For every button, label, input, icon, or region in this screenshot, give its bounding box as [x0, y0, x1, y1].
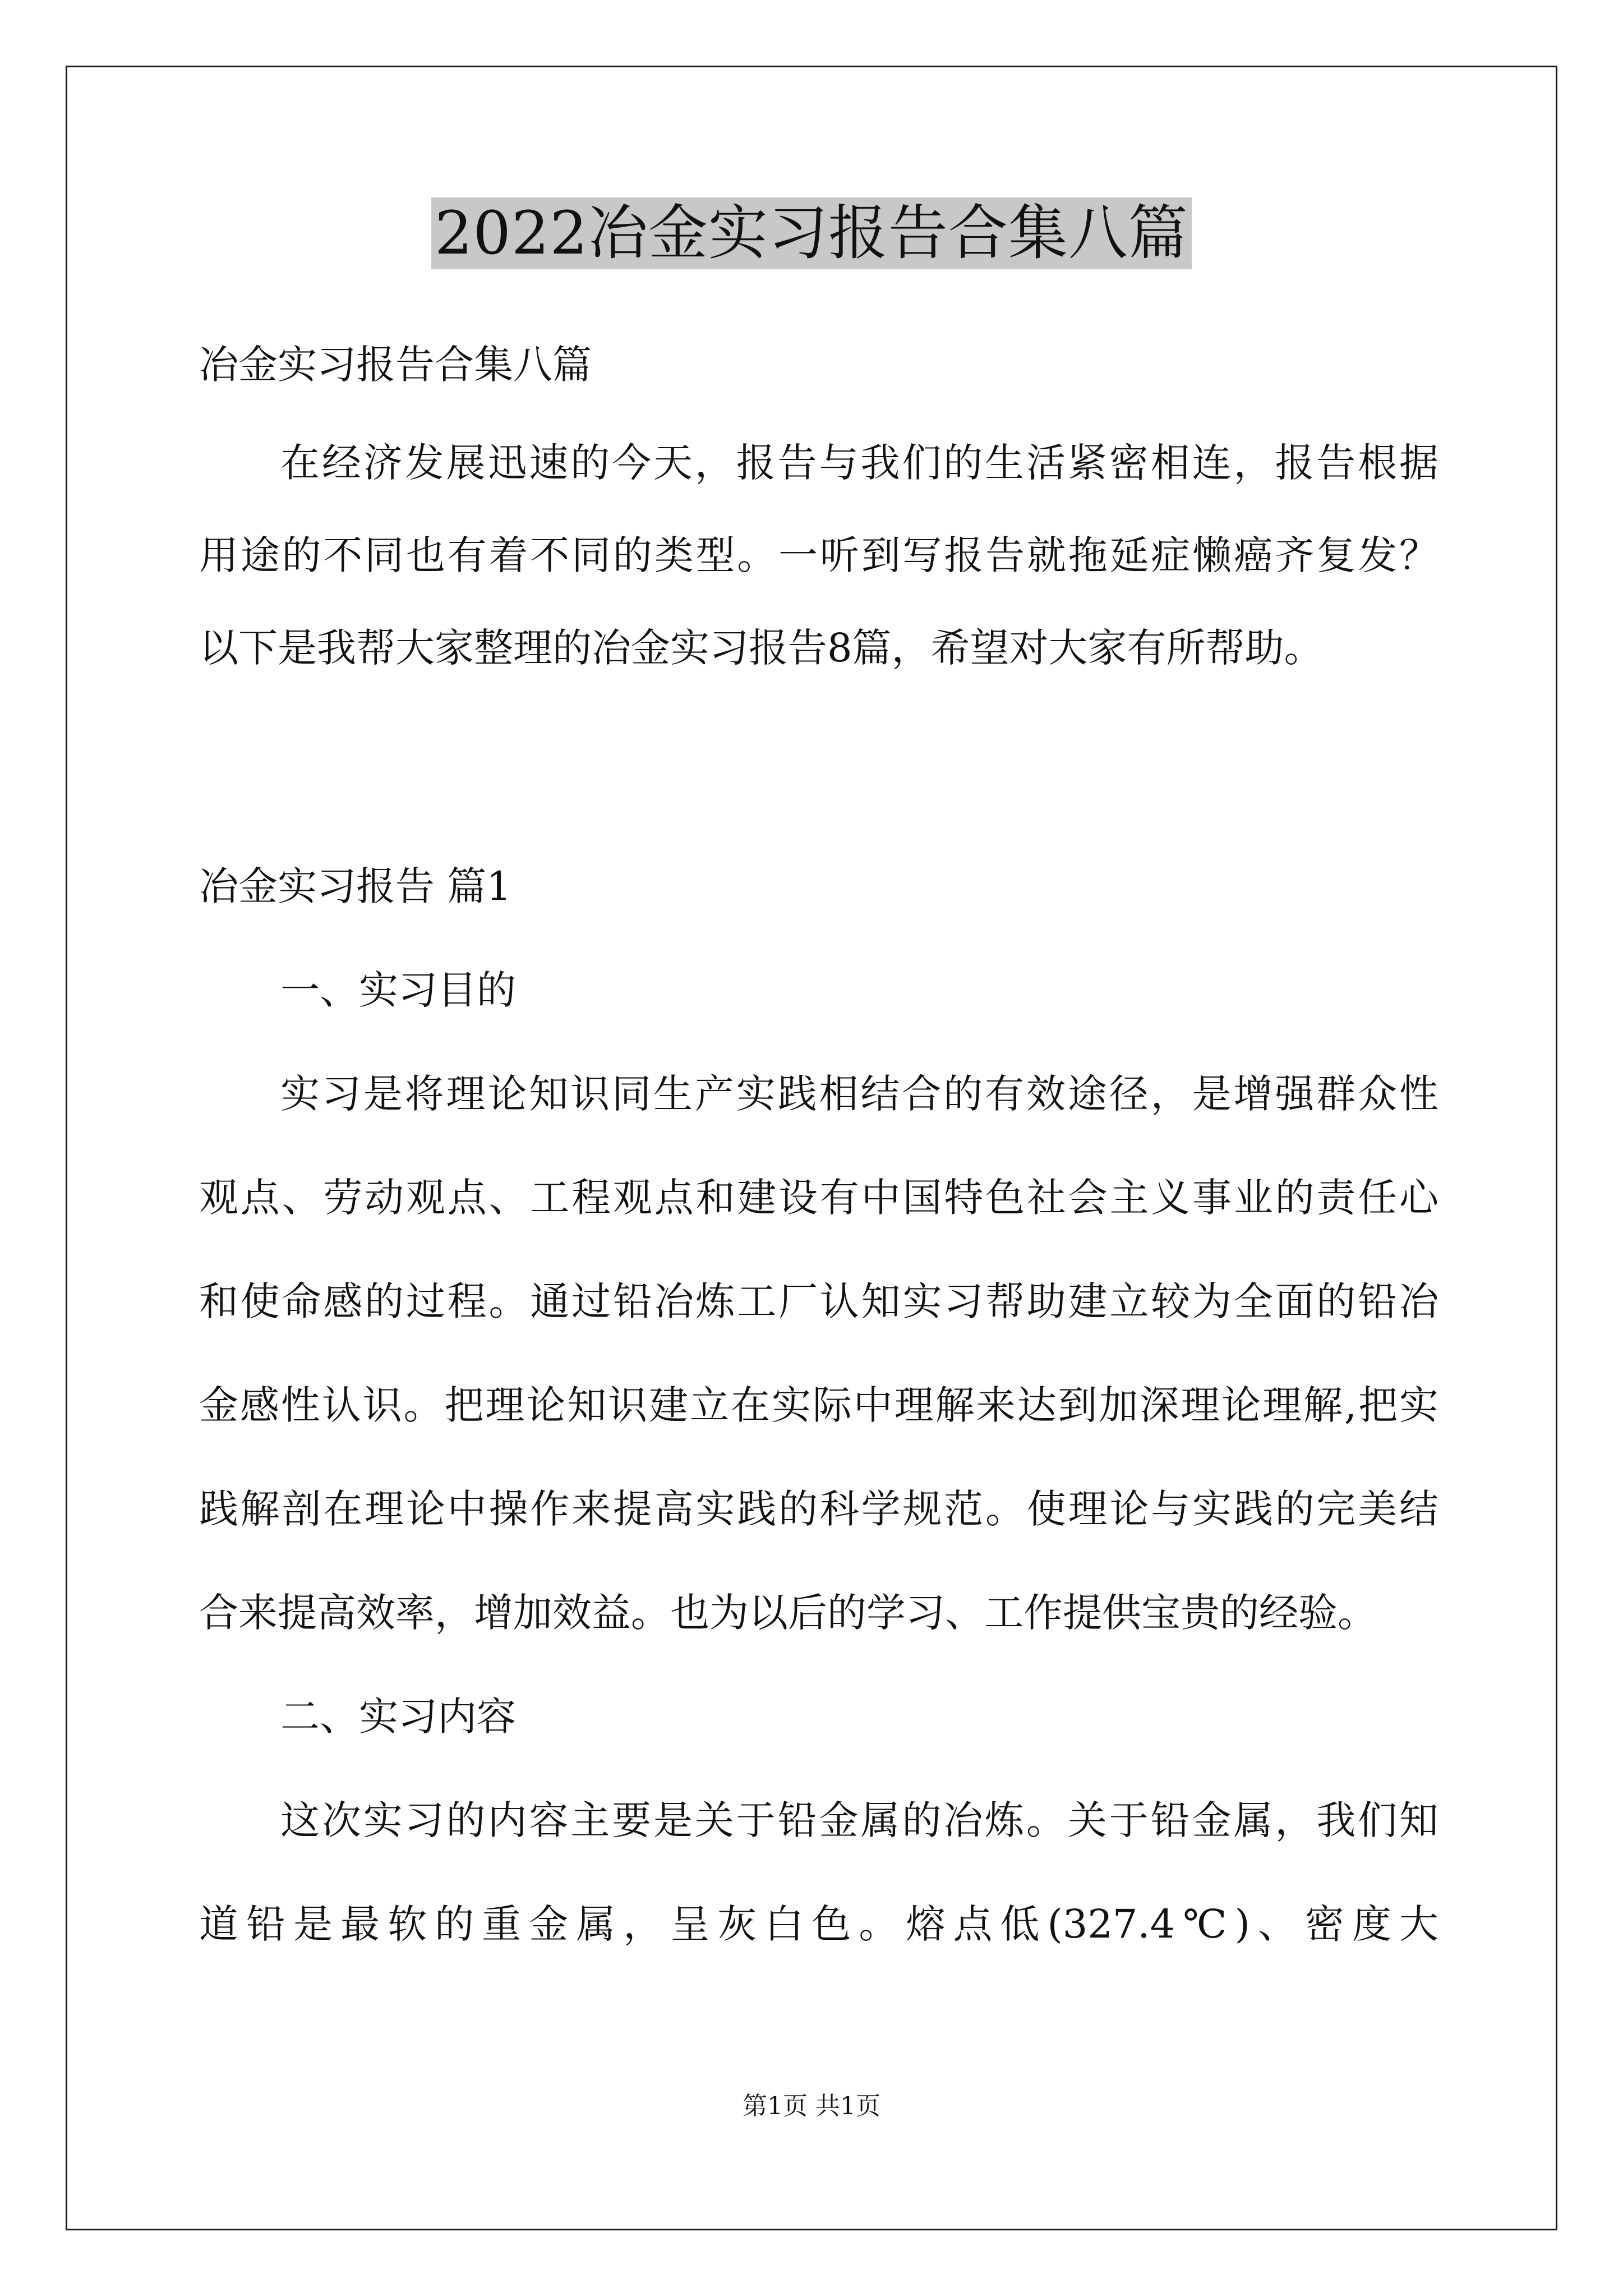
document-title: 2022冶金实习报告合集八篇: [431, 197, 1192, 269]
document-subtitle: 冶金实习报告合集八篇: [199, 342, 592, 388]
intro-line: 以下是我帮大家整理的冶金实习报告8篇，希望对大家有所帮助。: [199, 625, 1324, 671]
document-title-wrap: [0, 197, 1623, 269]
section-heading: 冶金实习报告 篇1: [199, 863, 511, 909]
part1-heading: 一、实习目的: [280, 967, 516, 1013]
part2-heading: 二、实习内容: [280, 1694, 516, 1740]
part1-body-line: 践解剖在理论中操作来提高实践的科学规范。使理论与实践的完美结: [199, 1486, 1438, 1532]
part1-body-line: 实习是将理论知识同生产实践相结合的有效途径，是增强群众性: [280, 1071, 1438, 1117]
part2-body-line: 这次实习的内容主要是关于铅金属的冶炼。关于铅金属，我们知: [280, 1797, 1438, 1843]
intro-line: 用途的不同也有着不同的类型。一听到写报告就拖延症懒癌齐复发？: [199, 532, 1438, 578]
part2-body-line: 道铅是最软的重金属，呈灰白色。熔点低(327.4℃)、密度大: [199, 1901, 1438, 1947]
part1-body-line: 和使命感的过程。通过铅冶炼工厂认知实习帮助建立较为全面的铅冶: [199, 1278, 1438, 1324]
part1-body-line: 合来提高效率，增加效益。也为以后的学习、工作提供宝贵的经验。: [199, 1590, 1377, 1636]
part1-body-line: 金感性认识。把理论知识建立在实际中理解来达到加深理论理解,把实: [199, 1382, 1438, 1428]
intro-line: 在经济发展迅速的今天，报告与我们的生活紧密相连，报告根据: [280, 440, 1438, 486]
part1-body-line: 观点、劳动观点、工程观点和建设有中国特色社会主义事业的责任心: [199, 1175, 1438, 1221]
page-footer: 第1页 共1页: [743, 2092, 880, 2120]
